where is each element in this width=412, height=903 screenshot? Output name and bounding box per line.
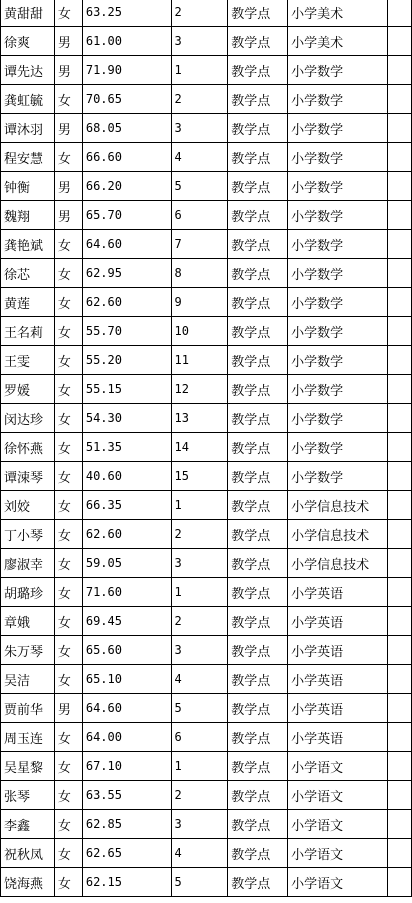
table-row bbox=[1, 172, 412, 201]
gender-cell: 女 bbox=[54, 781, 82, 810]
rank-cell: 5 bbox=[171, 694, 228, 723]
table-row bbox=[1, 288, 412, 317]
rank-cell: 2 bbox=[171, 781, 228, 810]
gender-cell: 男 bbox=[54, 27, 82, 56]
subject-cell: 小学英语 bbox=[288, 607, 388, 636]
rank-cell: 3 bbox=[171, 636, 228, 665]
site-cell: 教学点 bbox=[228, 114, 288, 143]
score-cell: 68.05 bbox=[82, 114, 171, 143]
score-cell: 69.45 bbox=[82, 607, 171, 636]
gender-cell: 女 bbox=[54, 491, 82, 520]
site-cell: 教学点 bbox=[228, 230, 288, 259]
table-row bbox=[1, 868, 412, 897]
name-cell: 黄甜甜 bbox=[1, 0, 55, 27]
site-cell: 教学点 bbox=[228, 723, 288, 752]
table-row bbox=[1, 665, 412, 694]
rank-cell: 2 bbox=[171, 85, 228, 114]
site-cell: 教学点 bbox=[228, 781, 288, 810]
empty-cell bbox=[388, 201, 412, 230]
results-table-body bbox=[1, 0, 412, 897]
name-cell: 龚艳斌 bbox=[1, 230, 55, 259]
rank-cell: 12 bbox=[171, 375, 228, 404]
site-cell: 教学点 bbox=[228, 462, 288, 491]
rank-cell: 2 bbox=[171, 0, 228, 27]
rank-cell: 10 bbox=[171, 317, 228, 346]
name-cell: 刘姣 bbox=[1, 491, 55, 520]
rank-cell: 11 bbox=[171, 346, 228, 375]
empty-cell bbox=[388, 27, 412, 56]
gender-cell: 女 bbox=[54, 346, 82, 375]
rank-cell: 3 bbox=[171, 114, 228, 143]
subject-cell: 小学数学 bbox=[288, 56, 388, 85]
rank-cell: 4 bbox=[171, 665, 228, 694]
site-cell: 教学点 bbox=[228, 694, 288, 723]
gender-cell: 女 bbox=[54, 85, 82, 114]
table-row bbox=[1, 781, 412, 810]
empty-cell bbox=[388, 839, 412, 868]
rank-cell: 1 bbox=[171, 578, 228, 607]
gender-cell: 女 bbox=[54, 520, 82, 549]
name-cell: 徐爽 bbox=[1, 27, 55, 56]
table-row bbox=[1, 346, 412, 375]
gender-cell: 女 bbox=[54, 636, 82, 665]
score-cell: 64.60 bbox=[82, 694, 171, 723]
name-cell: 朱万琴 bbox=[1, 636, 55, 665]
subject-cell: 小学数学 bbox=[288, 404, 388, 433]
score-cell: 62.95 bbox=[82, 259, 171, 288]
score-cell: 55.70 bbox=[82, 317, 171, 346]
empty-cell bbox=[388, 578, 412, 607]
subject-cell: 小学语文 bbox=[288, 810, 388, 839]
gender-cell: 女 bbox=[54, 288, 82, 317]
score-cell: 54.30 bbox=[82, 404, 171, 433]
score-cell: 55.15 bbox=[82, 375, 171, 404]
score-cell: 65.10 bbox=[82, 665, 171, 694]
score-cell: 62.15 bbox=[82, 868, 171, 897]
subject-cell: 小学数学 bbox=[288, 462, 388, 491]
name-cell: 谭沐羽 bbox=[1, 114, 55, 143]
table-row bbox=[1, 114, 412, 143]
rank-cell: 1 bbox=[171, 491, 228, 520]
table-row bbox=[1, 839, 412, 868]
empty-cell bbox=[388, 868, 412, 897]
empty-cell bbox=[388, 288, 412, 317]
site-cell: 教学点 bbox=[228, 288, 288, 317]
name-cell: 闵达珍 bbox=[1, 404, 55, 433]
gender-cell: 女 bbox=[54, 143, 82, 172]
gender-cell: 男 bbox=[54, 114, 82, 143]
site-cell: 教学点 bbox=[228, 839, 288, 868]
site-cell: 教学点 bbox=[228, 491, 288, 520]
score-cell: 65.60 bbox=[82, 636, 171, 665]
table-row bbox=[1, 520, 412, 549]
rank-cell: 3 bbox=[171, 810, 228, 839]
table-row bbox=[1, 723, 412, 752]
empty-cell bbox=[388, 433, 412, 462]
score-cell: 64.00 bbox=[82, 723, 171, 752]
score-cell: 62.65 bbox=[82, 839, 171, 868]
gender-cell: 女 bbox=[54, 462, 82, 491]
table-row bbox=[1, 694, 412, 723]
subject-cell: 小学数学 bbox=[288, 230, 388, 259]
name-cell: 龚虹毓 bbox=[1, 85, 55, 114]
score-cell: 71.90 bbox=[82, 56, 171, 85]
score-cell: 66.60 bbox=[82, 143, 171, 172]
site-cell: 教学点 bbox=[228, 201, 288, 230]
name-cell: 周玉连 bbox=[1, 723, 55, 752]
subject-cell: 小学数学 bbox=[288, 172, 388, 201]
subject-cell: 小学美术 bbox=[288, 0, 388, 27]
rank-cell: 6 bbox=[171, 201, 228, 230]
rank-cell: 6 bbox=[171, 723, 228, 752]
empty-cell bbox=[388, 114, 412, 143]
gender-cell: 女 bbox=[54, 549, 82, 578]
gender-cell: 女 bbox=[54, 723, 82, 752]
table-row bbox=[1, 143, 412, 172]
score-cell: 66.20 bbox=[82, 172, 171, 201]
score-cell: 63.55 bbox=[82, 781, 171, 810]
subject-cell: 小学英语 bbox=[288, 723, 388, 752]
name-cell: 程安慧 bbox=[1, 143, 55, 172]
subject-cell: 小学信息技术 bbox=[288, 520, 388, 549]
name-cell: 钟衡 bbox=[1, 172, 55, 201]
score-cell: 62.60 bbox=[82, 288, 171, 317]
empty-cell bbox=[388, 230, 412, 259]
site-cell: 教学点 bbox=[228, 433, 288, 462]
subject-cell: 小学信息技术 bbox=[288, 491, 388, 520]
empty-cell bbox=[388, 520, 412, 549]
site-cell: 教学点 bbox=[228, 317, 288, 346]
gender-cell: 女 bbox=[54, 868, 82, 897]
table-row bbox=[1, 607, 412, 636]
gender-cell: 女 bbox=[54, 433, 82, 462]
name-cell: 饶海燕 bbox=[1, 868, 55, 897]
subject-cell: 小学数学 bbox=[288, 288, 388, 317]
site-cell: 教学点 bbox=[228, 56, 288, 85]
score-cell: 71.60 bbox=[82, 578, 171, 607]
empty-cell bbox=[388, 0, 412, 27]
gender-cell: 女 bbox=[54, 578, 82, 607]
empty-cell bbox=[388, 636, 412, 665]
name-cell: 章娥 bbox=[1, 607, 55, 636]
site-cell: 教学点 bbox=[228, 172, 288, 201]
name-cell: 罗媛 bbox=[1, 375, 55, 404]
name-cell: 吴星黎 bbox=[1, 752, 55, 781]
name-cell: 徐怀燕 bbox=[1, 433, 55, 462]
name-cell: 谭先达 bbox=[1, 56, 55, 85]
rank-cell: 2 bbox=[171, 520, 228, 549]
rank-cell: 2 bbox=[171, 607, 228, 636]
table-row bbox=[1, 375, 412, 404]
table-row bbox=[1, 56, 412, 85]
subject-cell: 小学数学 bbox=[288, 317, 388, 346]
rank-cell: 9 bbox=[171, 288, 228, 317]
empty-cell bbox=[388, 404, 412, 433]
empty-cell bbox=[388, 462, 412, 491]
subject-cell: 小学语文 bbox=[288, 868, 388, 897]
empty-cell bbox=[388, 375, 412, 404]
subject-cell: 小学英语 bbox=[288, 665, 388, 694]
gender-cell: 女 bbox=[54, 607, 82, 636]
score-cell: 62.85 bbox=[82, 810, 171, 839]
empty-cell bbox=[388, 172, 412, 201]
name-cell: 王名莉 bbox=[1, 317, 55, 346]
gender-cell: 男 bbox=[54, 201, 82, 230]
table-row bbox=[1, 404, 412, 433]
empty-cell bbox=[388, 781, 412, 810]
rank-cell: 1 bbox=[171, 752, 228, 781]
score-cell: 64.60 bbox=[82, 230, 171, 259]
subject-cell: 小学数学 bbox=[288, 143, 388, 172]
site-cell: 教学点 bbox=[228, 868, 288, 897]
rank-cell: 5 bbox=[171, 172, 228, 201]
site-cell: 教学点 bbox=[228, 27, 288, 56]
table-row bbox=[1, 433, 412, 462]
table-row bbox=[1, 27, 412, 56]
site-cell: 教学点 bbox=[228, 375, 288, 404]
name-cell: 胡璐珍 bbox=[1, 578, 55, 607]
table-row bbox=[1, 549, 412, 578]
empty-cell bbox=[388, 56, 412, 85]
table-row bbox=[1, 578, 412, 607]
site-cell: 教学点 bbox=[228, 810, 288, 839]
subject-cell: 小学数学 bbox=[288, 433, 388, 462]
name-cell: 张琴 bbox=[1, 781, 55, 810]
site-cell: 教学点 bbox=[228, 752, 288, 781]
name-cell: 魏翔 bbox=[1, 201, 55, 230]
subject-cell: 小学数学 bbox=[288, 346, 388, 375]
rank-cell: 4 bbox=[171, 143, 228, 172]
name-cell: 谭涑琴 bbox=[1, 462, 55, 491]
gender-cell: 男 bbox=[54, 172, 82, 201]
table-row bbox=[1, 810, 412, 839]
empty-cell bbox=[388, 549, 412, 578]
table-row bbox=[1, 491, 412, 520]
site-cell: 教学点 bbox=[228, 520, 288, 549]
empty-cell bbox=[388, 810, 412, 839]
score-cell: 63.25 bbox=[82, 0, 171, 27]
empty-cell bbox=[388, 317, 412, 346]
score-cell: 62.60 bbox=[82, 520, 171, 549]
subject-cell: 小学美术 bbox=[288, 27, 388, 56]
empty-cell bbox=[388, 752, 412, 781]
empty-cell bbox=[388, 346, 412, 375]
site-cell: 教学点 bbox=[228, 404, 288, 433]
site-cell: 教学点 bbox=[228, 665, 288, 694]
subject-cell: 小学语文 bbox=[288, 781, 388, 810]
subject-cell: 小学语文 bbox=[288, 752, 388, 781]
score-cell: 59.05 bbox=[82, 549, 171, 578]
rank-cell: 1 bbox=[171, 56, 228, 85]
gender-cell: 女 bbox=[54, 404, 82, 433]
name-cell: 祝秋凤 bbox=[1, 839, 55, 868]
score-cell: 51.35 bbox=[82, 433, 171, 462]
empty-cell bbox=[388, 723, 412, 752]
rank-cell: 3 bbox=[171, 549, 228, 578]
table-row bbox=[1, 0, 412, 27]
gender-cell: 男 bbox=[54, 694, 82, 723]
score-cell: 70.65 bbox=[82, 85, 171, 114]
subject-cell: 小学信息技术 bbox=[288, 549, 388, 578]
rank-cell: 15 bbox=[171, 462, 228, 491]
subject-cell: 小学英语 bbox=[288, 636, 388, 665]
gender-cell: 女 bbox=[54, 230, 82, 259]
score-cell: 40.60 bbox=[82, 462, 171, 491]
site-cell: 教学点 bbox=[228, 259, 288, 288]
site-cell: 教学点 bbox=[228, 607, 288, 636]
site-cell: 教学点 bbox=[228, 346, 288, 375]
subject-cell: 小学语文 bbox=[288, 839, 388, 868]
site-cell: 教学点 bbox=[228, 549, 288, 578]
name-cell: 贾前华 bbox=[1, 694, 55, 723]
table-row bbox=[1, 85, 412, 114]
score-cell: 61.00 bbox=[82, 27, 171, 56]
name-cell: 丁小琴 bbox=[1, 520, 55, 549]
name-cell: 黄莲 bbox=[1, 288, 55, 317]
subject-cell: 小学英语 bbox=[288, 694, 388, 723]
score-cell: 55.20 bbox=[82, 346, 171, 375]
empty-cell bbox=[388, 694, 412, 723]
subject-cell: 小学数学 bbox=[288, 259, 388, 288]
table-row bbox=[1, 462, 412, 491]
name-cell: 李鑫 bbox=[1, 810, 55, 839]
gender-cell: 女 bbox=[54, 259, 82, 288]
score-cell: 67.10 bbox=[82, 752, 171, 781]
empty-cell bbox=[388, 665, 412, 694]
subject-cell: 小学数学 bbox=[288, 375, 388, 404]
empty-cell bbox=[388, 85, 412, 114]
gender-cell: 女 bbox=[54, 752, 82, 781]
empty-cell bbox=[388, 607, 412, 636]
site-cell: 教学点 bbox=[228, 578, 288, 607]
name-cell: 吴洁 bbox=[1, 665, 55, 694]
site-cell: 教学点 bbox=[228, 636, 288, 665]
gender-cell: 女 bbox=[54, 665, 82, 694]
gender-cell: 男 bbox=[54, 56, 82, 85]
gender-cell: 女 bbox=[54, 810, 82, 839]
subject-cell: 小学数学 bbox=[288, 85, 388, 114]
rank-cell: 13 bbox=[171, 404, 228, 433]
score-cell: 65.70 bbox=[82, 201, 171, 230]
subject-cell: 小学数学 bbox=[288, 114, 388, 143]
subject-cell: 小学数学 bbox=[288, 201, 388, 230]
table-row bbox=[1, 752, 412, 781]
name-cell: 徐芯 bbox=[1, 259, 55, 288]
table-row bbox=[1, 317, 412, 346]
rank-cell: 7 bbox=[171, 230, 228, 259]
gender-cell: 女 bbox=[54, 317, 82, 346]
rank-cell: 3 bbox=[171, 27, 228, 56]
table-row bbox=[1, 259, 412, 288]
rank-cell: 4 bbox=[171, 839, 228, 868]
rank-cell: 8 bbox=[171, 259, 228, 288]
empty-cell bbox=[388, 259, 412, 288]
site-cell: 教学点 bbox=[228, 85, 288, 114]
empty-cell bbox=[388, 143, 412, 172]
gender-cell: 女 bbox=[54, 0, 82, 27]
name-cell: 王雯 bbox=[1, 346, 55, 375]
name-cell: 廖淑幸 bbox=[1, 549, 55, 578]
table-row bbox=[1, 230, 412, 259]
table-row bbox=[1, 636, 412, 665]
table-row bbox=[1, 201, 412, 230]
site-cell: 教学点 bbox=[228, 143, 288, 172]
subject-cell: 小学英语 bbox=[288, 578, 388, 607]
empty-cell bbox=[388, 491, 412, 520]
score-cell: 66.35 bbox=[82, 491, 171, 520]
gender-cell: 女 bbox=[54, 375, 82, 404]
gender-cell: 女 bbox=[54, 839, 82, 868]
rank-cell: 5 bbox=[171, 868, 228, 897]
rank-cell: 14 bbox=[171, 433, 228, 462]
site-cell: 教学点 bbox=[228, 0, 288, 27]
